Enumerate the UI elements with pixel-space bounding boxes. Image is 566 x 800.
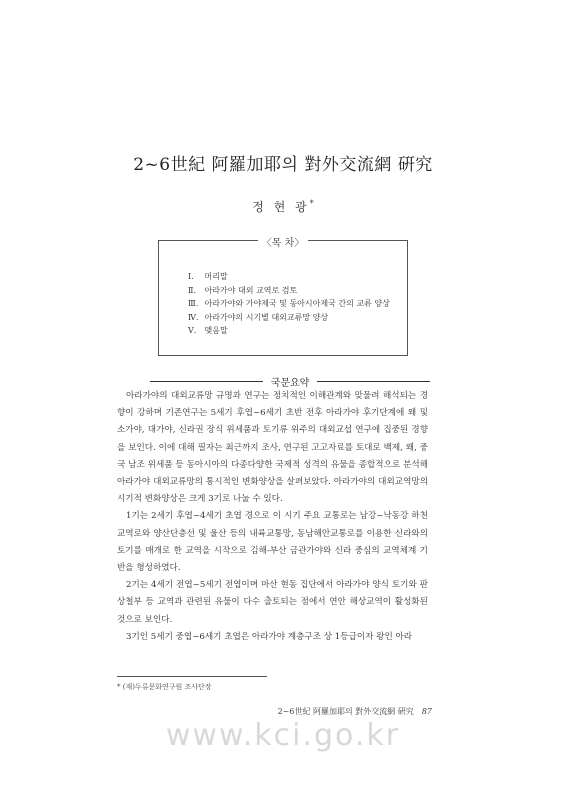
abstract-paragraph: 아라가야의 대외교류망 규명과 연구는 정치적인 이해관계와 맞물려 해석되는 경향이 강하며 기존연구는 5세기 후엽~6세기 초반 전후 아라가야 후기단계에 왜 및 소가야, 대가야, 신라권 장식 위세품과 토기류 위주의 대외교섭 연구에 집중된 경향을 보인다. 이에 대해 필자는 최근까지 조사, 연구된 고고자료를 토대로 백제, 왜, 중국 남조 위세품 등 동아시아의 다종다양한 국제적 성격의 유물을 종합적으로 분석해 아라가야 대외교류망의 통시적인 변화양상을 살펴보았다. 아라가야의 대외교역망의 시기적 변화양상은 크게 3기로 나눌 수 있다. xyxy=(117,391,428,505)
author-name: 정 현 광 xyxy=(252,200,310,214)
abstract-heading-label: 국문요약 xyxy=(270,378,310,389)
page-number: 87 xyxy=(421,707,432,716)
toc-item xyxy=(188,324,390,338)
toc-item xyxy=(188,270,390,284)
toc-item-label: 맺음말 xyxy=(204,326,228,336)
toc-item xyxy=(188,284,390,298)
abstract-heading xyxy=(150,374,430,389)
abstract-rule-right xyxy=(317,381,430,382)
toc-heading-label: 〈목 차〉 xyxy=(258,238,309,249)
abstract-rule-left xyxy=(150,381,263,382)
toc-item xyxy=(188,297,390,311)
running-footer xyxy=(278,706,432,717)
toc-item-number: Ⅲ. xyxy=(188,299,199,309)
toc-item-number: Ⅴ. xyxy=(188,326,197,336)
paper-title: 2~6世紀 阿羅加耶의 對外交流網 硏究 xyxy=(133,155,433,175)
abstract-paragraph: 2기는 4세기 전엽~5세기 전엽이며 마산 현동 집단에서 아라가야 양식 토기와 판상철부 등 교역과 관련된 유물이 다수 출토되는 점에서 연안 해상교역이 활성화된 것으로 보인다. xyxy=(117,580,428,625)
toc-item xyxy=(188,311,390,325)
author-line xyxy=(0,198,566,215)
abstract-paragraph: 3기인 5세기 중엽~6세기 초엽은 아라가야 계층구조 상 1등급이자 왕인 아라 xyxy=(126,631,413,642)
toc-item-label: 머리말 xyxy=(204,272,228,281)
toc-item-number: Ⅱ. xyxy=(188,285,196,295)
watermark: www.kci.go.kr xyxy=(165,718,401,753)
footnote: * (재)두류문화연구원 조사단장 xyxy=(117,683,212,691)
toc-list xyxy=(188,270,390,338)
toc-item-label: 아라가야와 가야제국 및 동아시아제국 간의 교류 양상 xyxy=(204,299,390,309)
toc-item-label: 아라가야 대외 교역로 검토 xyxy=(204,285,298,295)
toc-heading xyxy=(0,234,566,249)
toc-item-number: Ⅳ. xyxy=(188,312,199,322)
author-footnote-mark: * xyxy=(309,199,314,208)
footnote-divider xyxy=(117,676,267,677)
toc-item-label: 아라가야의 시기별 대외교류망 양상 xyxy=(204,312,329,322)
abstract-body xyxy=(117,388,428,646)
running-footer-title: 2~6世紀 阿羅加耶의 對外交流網 硏究 xyxy=(277,707,414,716)
toc-item-number: Ⅰ. xyxy=(188,272,194,281)
abstract-paragraph: 1기는 2세기 후엽~4세기 초엽 경으로 이 시기 주요 교통로는 남강~낙동강 하천교역로와 양산단층선 및 울산 등의 내륙교통망, 동남해안교통로를 이용한 신라와의 토기를 매개로 한 교역을 시작으로 김해-부산 금관가야와 신라 중심의 교역체계 기반을 형성하였다. xyxy=(117,511,428,574)
